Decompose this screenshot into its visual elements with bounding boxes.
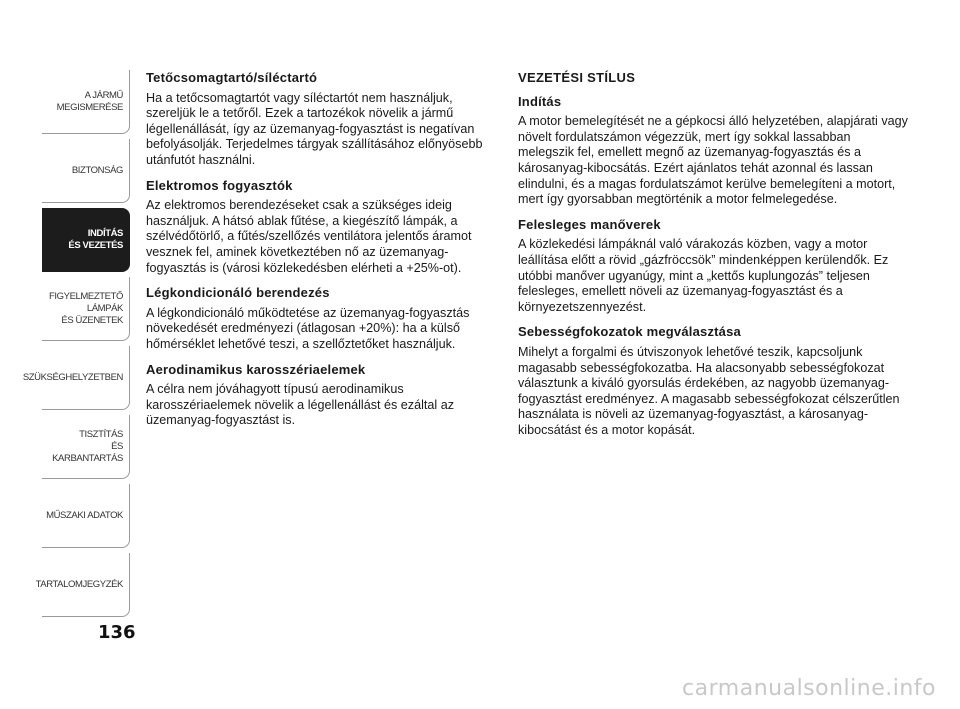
- section-gear-selection: [518, 324, 908, 438]
- right-column: [518, 70, 908, 447]
- section-roof-rack: [146, 70, 498, 169]
- section-heading: Sebességfokozatok megválasztása: [518, 324, 741, 340]
- section-text: A légkondicionáló működtetése az üzemanyag-fogyasztás növekedését eredményezi (átlagosan +20%): ha a külső hőmérséklet lehetővé teszi, a szellőztetőket használjuk.: [146, 305, 470, 351]
- tab-warning-lights[interactable]: FIGYELMEZTETŐ LÁMPÁK ÉS ÜZENETEK: [42, 277, 130, 341]
- tab-vehicle-overview[interactable]: A JÁRMŰ MEGISMERÉSE: [42, 70, 130, 134]
- section-heading: Elektromos fogyasztók: [146, 177, 293, 193]
- section-text: A közlekedési lámpáknál való várakozás közben, vagy a motor leállítása előtt a rövid „gázfröccsök” mindenképpen kerülendők. Ez utóbbi manőver ugyanúgy, mint a „kettős kuplungozás” teljesen felesleges, emellett növeli az üzemanyag-fogyasztást és a környezetszennyezést.: [518, 237, 889, 314]
- section-electrical-consumers: [146, 178, 498, 277]
- section-text: Mihelyt a forgalmi és útviszonyok lehetővé teszik, kapcsoljunk magasabb sebességfokozatba. Ha alacsonyabb sebességfokozat választunk a kiváló gyorsulás érdekében, az nagyobb üzemanyag-fogyasztást eredményez. A magasabb sebességfokozat célszerűtlen használata is növeli az üzemanyag-fogyasztást, a károsanyag-kibocsátást és a motor kopását.: [518, 344, 900, 437]
- tab-safety[interactable]: BIZTONSÁG: [42, 139, 130, 203]
- section-heading: Tetőcsomagtartó/síléctartó: [146, 70, 318, 85]
- left-column: [146, 70, 498, 438]
- section-text: Az elektromos berendezéseket csak a szükséges ideig használjuk. A hátsó ablak fűtése, a kiegészítő lámpák, a szélvédőtörlő, a fűtés/szellőzés ventilátora jelentős áramot vesznek fel, aminek következtében nő az üzemanyag-fogyasztás is (városi közlekedésben elérheti a +25%-ot).: [146, 198, 472, 275]
- page-number: 136: [98, 622, 136, 643]
- section-aerodynamic-parts: [146, 362, 498, 429]
- chapter-title: VEZETÉSI STÍLUS: [518, 70, 636, 85]
- section-starting: [518, 94, 908, 208]
- section-text: A célra nem jóváhagyott típusú aerodinamikus karosszériaelemek növelik a légellenállást és ezáltal az üzemanyag-fogyasztást is.: [146, 382, 455, 428]
- section-text: A motor bemelegítését ne a gépkocsi álló helyzetében, alapjárati vagy növelt fordulatszámon végezzük, mert így sokkal lassabban melegszik fel, emellett megnő az üzemanyag-fogyasztás és a károsanyag-kibocsátás. Ezért ajánlatos tehát azonnal és lassan elindulni, és a magas fordulatszámot kerülve bemelegíteni a motort, mert így gyorsabban megtörténik a motor felmelegedése.: [518, 114, 908, 207]
- tab-starting-and-driving[interactable]: INDÍTÁS ÉS VEZETÉS: [42, 208, 130, 272]
- tab-technical-data[interactable]: MŰSZAKI ADATOK: [42, 484, 130, 548]
- section-air-conditioning: [146, 285, 498, 352]
- section-heading: Légkondicionáló berendezés: [146, 285, 330, 301]
- tab-index[interactable]: TARTALOMJEGYZÉK: [42, 553, 130, 617]
- section-unnecessary-maneuvers: [518, 217, 908, 316]
- watermark: carmanualsonline.info: [682, 676, 936, 701]
- section-heading: Aerodinamikus karosszériaelemek: [146, 361, 366, 377]
- section-heading: Felesleges manőverek: [518, 216, 661, 232]
- tab-maintenance[interactable]: TISZTÍTÁS ÉS KARBANTARTÁS: [42, 415, 130, 479]
- section-text: Ha a tetőcsomagtartót vagy síléctartót nem használjuk, szereljük le a tetőről. Ezek a tartozékok növelik a jármű légellenállását, így az üzemanyag-fogyasztást is negatívan befolyásolják. Terjedelmes tárgyak szállításához előnyösebb utánfutót használni.: [146, 90, 483, 167]
- section-heading: Indítás: [518, 93, 562, 109]
- tab-emergency[interactable]: SZÜKSÉGHELYZETBEN: [42, 346, 130, 410]
